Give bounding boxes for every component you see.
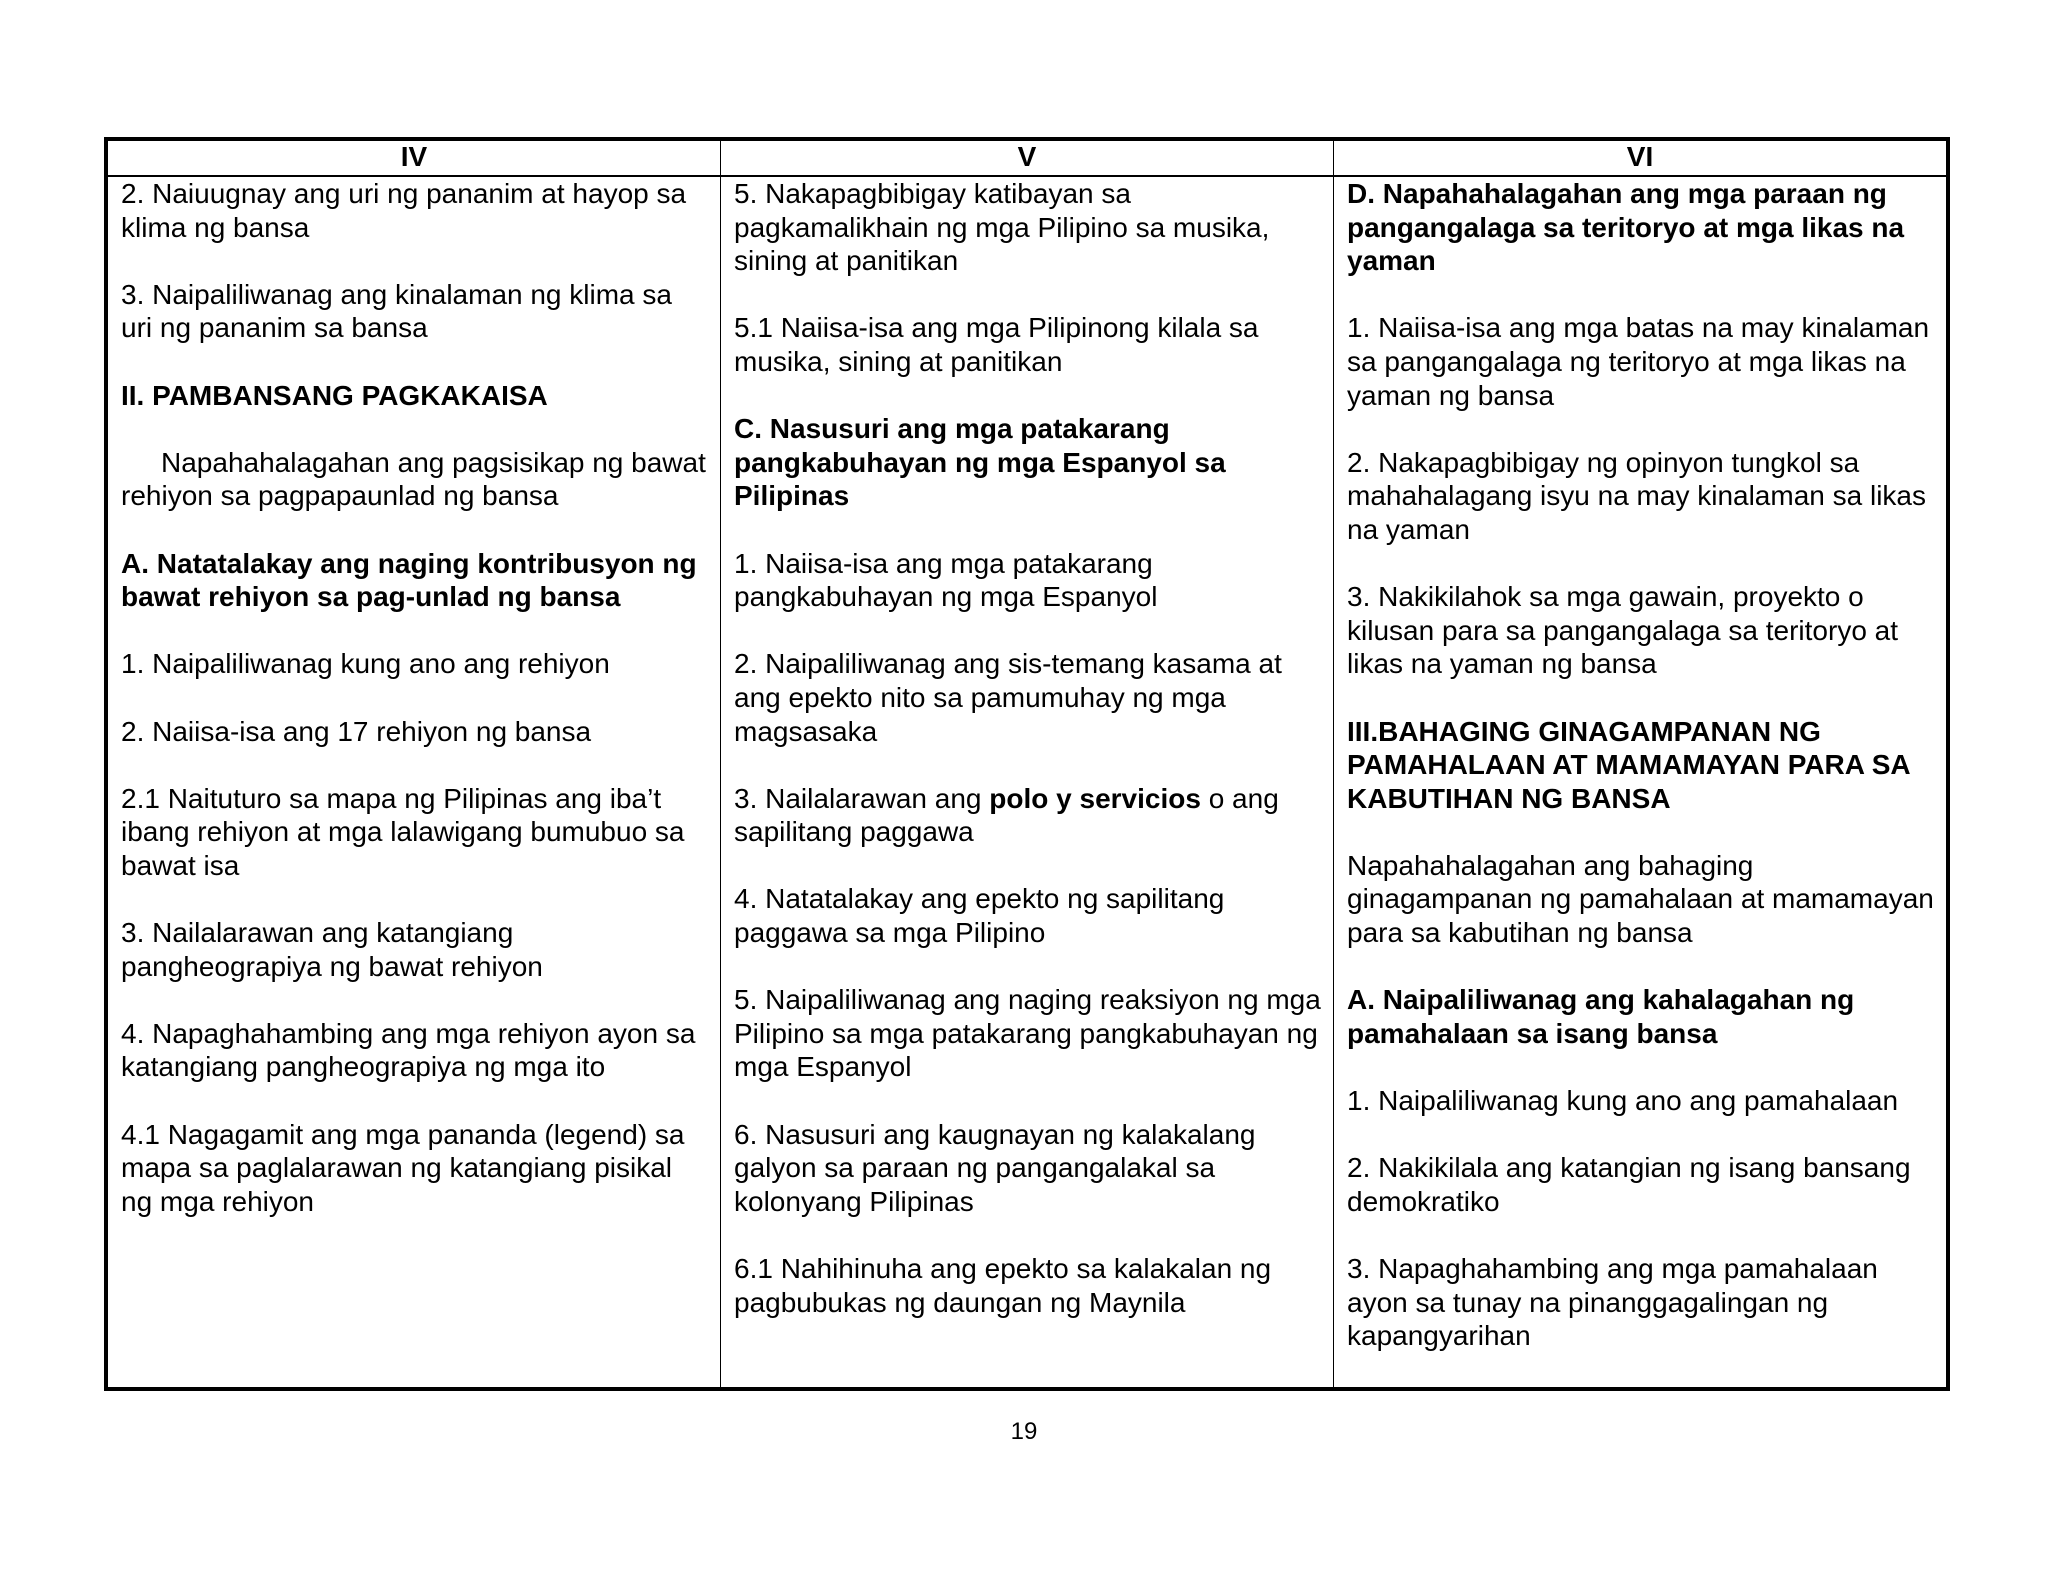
list-item: 1. Naipaliliwanag kung ano ang pamahalaan (1347, 1085, 1899, 1117)
list-item: 5. Naipaliliwanag ang naging reaksiyon ng mga Pilipino sa mga patakarang pangkabuhayan ng mga Espanyol (734, 984, 1321, 1083)
column-header-v: V (720, 141, 1333, 175)
table-body-row (108, 177, 1946, 1387)
column-header-vi: VI (1333, 141, 1946, 175)
list-item: III.BAHAGING GINAGAMPANAN NG PAMAHALAAN AT MAMAMAYAN PARA SA KABUTIHAN NG BANSA (1347, 715, 1910, 814)
list-item: 3. Napaghahambing ang mga pamahalaan ayon sa tunay na pinanggagalingan ng kapangyarihan (1347, 1253, 1878, 1352)
list-item: 3. Nakikilahok sa mga gawain, proyekto o kilusan para sa pangangalaga sa teritoryo at likas na yaman ng bansa (1347, 581, 1899, 680)
list-item: 2. Naipaliliwanag ang sis-temang kasama at ang epekto nito sa pamumuhay ng mga magsasaka (734, 648, 1282, 747)
item-emphasis: polo y servicios (989, 782, 1201, 814)
list-item: 2. Nakapagbibigay ng opinyon tungkol sa mahahalagang isyu na may kinalaman sa likas na yaman (1347, 446, 1926, 545)
list-item: 1. Naiisa-isa ang mga patakarang pangkabuhayan ng mga Espanyol (734, 547, 1158, 613)
curriculum-table (104, 137, 1950, 1391)
list-item: 4. Natatalakay ang epekto ng sapilitang paggawa sa mga Pilipino (734, 883, 1225, 949)
item-text: o ang sapilitang paggawa (734, 782, 1279, 848)
list-item: 5.1 Naiisa-isa ang mga Pilipinong kilala sa musika, sining at panitikan (734, 312, 1259, 377)
list-item: C. Nasusuri ang mga patakarang pangkabuhayan ng mga Espanyol sa Pilipinas (734, 413, 1226, 512)
item-text: 3. Nailalarawan ang (734, 782, 990, 814)
list-item: 2. Naiisa-isa ang 17 rehiyon ng bansa (121, 715, 592, 747)
column-vi-cell (1333, 177, 1946, 1387)
list-item: Napahahalagahan ang pagsisikap ng bawat rehiyon sa pagpapaunlad ng bansa (121, 446, 706, 512)
list-item: 4.1 Nagagamit ang mga pananda (legend) sa mapa sa paglalarawan ng katangiang pisikal ng mga rehiyon (121, 1118, 685, 1217)
list-item: 4. Napaghahambing ang mga rehiyon ayon sa katangiang pangheograpiya ng mga ito (121, 1017, 696, 1083)
list-item: 6. Nasusuri ang kaugnayan ng kalakalang galyon sa paraan ng pangangalakal sa kolonyang Pilipinas (734, 1118, 1256, 1217)
list-item: 2.1 Naituturo sa mapa ng Pilipinas ang iba’t ibang rehiyon at mga lalawigang bumubuo sa bawat isa (121, 782, 685, 881)
column-v-cell (720, 177, 1333, 1387)
list-item: 1. Naipaliliwanag kung ano ang rehiyon (121, 648, 610, 680)
list-item: 5. Nakapagbibigay katibayan sa pagkamalikhain ng mga Pilipino sa musika, sining at panitikan (734, 178, 1270, 277)
page-number: 19 (1010, 1418, 1038, 1445)
list-item (734, 782, 1323, 849)
list-item: A. Naipaliliwanag ang kahalagahan ng pamahalaan sa isang bansa (1347, 984, 1855, 1049)
column-header-iv: IV (400, 141, 428, 172)
list-item: 3. Nailalarawan ang katangiang pangheograpiya ng bawat rehiyon (121, 917, 543, 982)
list-item: 2. Nakikilala ang katangian ng isang bansang demokratiko (1347, 1152, 1911, 1217)
list-item: II. PAMBANSANG PAGKAKAISA (121, 379, 548, 411)
list-item: A. Natatalakay ang naging kontribusyon ng bawat rehiyon sa pag-unlad ng bansa (121, 547, 697, 613)
list-item: 6.1 Nahihinuha ang epekto sa kalakalan ng pagbubukas ng daungan ng Maynila (734, 1253, 1272, 1318)
table-header-row (108, 141, 1946, 177)
list-item: 1. Naiisa-isa ang mga batas na may kinalaman sa pangangalaga ng teritoryo at mga likas na yaman ng bansa (1347, 312, 1930, 411)
list-item: 2. Naiuugnay ang uri ng pananim at hayop sa klima ng bansa (121, 178, 687, 243)
list-item: D. Napahahalagahan ang mga paraan ng pangangalaga sa teritoryo at mga likas na yaman (1347, 178, 1905, 277)
list-item: Napahahalagahan ang bahaging ginagampanan ng pamahalaan at mamamayan para sa kabutihan ng bansa (1347, 849, 1934, 949)
column-iv-cell (108, 177, 720, 1387)
list-item: 3. Naipaliliwanag ang kinalaman ng klima sa uri ng pananim sa bansa (121, 278, 672, 344)
